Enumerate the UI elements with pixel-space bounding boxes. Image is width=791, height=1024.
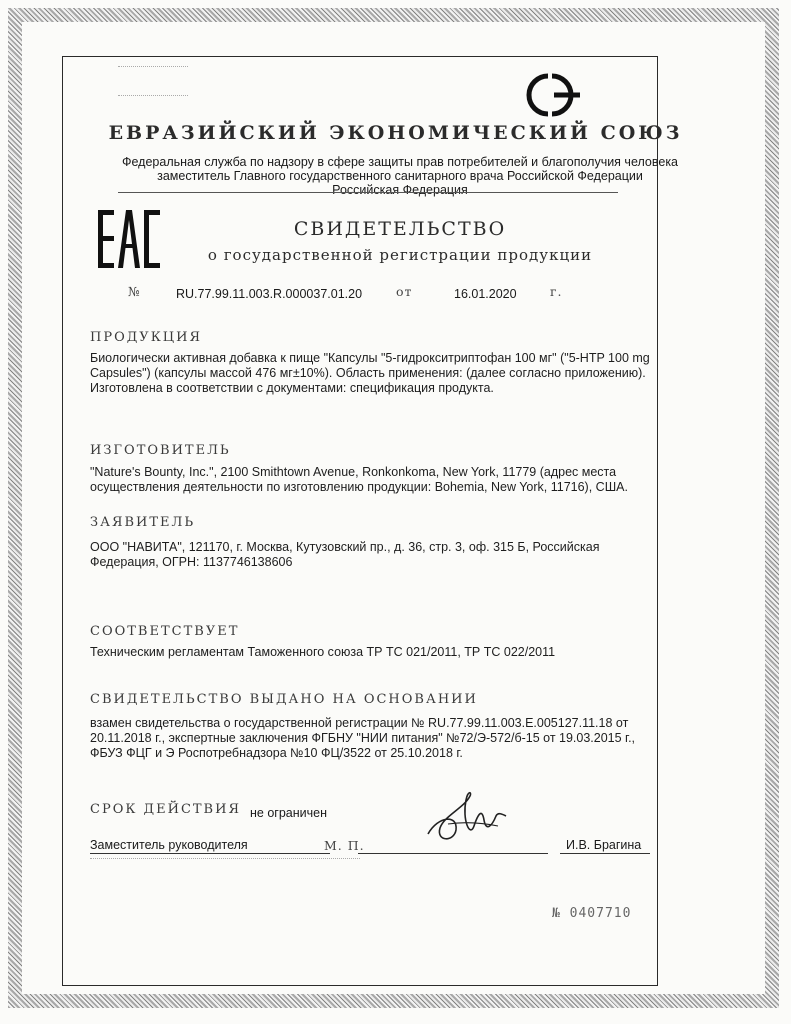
- authority-line-3: Российская Федерация: [332, 183, 468, 197]
- basis-heading: СВИДЕТЕЛЬСТВО ВЫДАНО НА ОСНОВАНИИ: [90, 692, 478, 707]
- validity-heading: СРОК ДЕЙСТВИЯ: [90, 802, 241, 817]
- product-line-3: Изготовлена в соответствии с документами: спецификация продукта.: [90, 381, 494, 395]
- date-label: от: [396, 284, 413, 299]
- product-line-1: Биологически активная добавка к пище "Капсулы "5-гидрокситриптофан 100 мг" ("5-HTP 100 mg: [90, 351, 650, 365]
- conforms-text: [90, 645, 650, 660]
- applicant-text: [90, 540, 650, 570]
- name-line: [560, 853, 650, 854]
- certificate-number: RU.77.99.11.003.R.000037.01.20: [176, 287, 363, 301]
- basis-line-3: ФБУЗ ФЦГ и Э Роспотребнадзора №10 ФЦ/3522 от 25.10.2018 г.: [90, 746, 463, 760]
- form-serial-number: № 0407710: [552, 906, 632, 921]
- position-caption-placeholder: [90, 858, 360, 893]
- certificate-subtitle: о государственной регистрации продукции: [207, 246, 593, 264]
- manufacturer-line-1: "Nature's Bounty, Inc.", 2100 Smithtown Avenue, Ronkonkoma, New York, 11779 (адрес места: [90, 465, 617, 479]
- applicant-line-1: ООО "НАВИТА", 121170, г. Москва, Кутузовский пр., д. 36, стр. 3, оф. 315 Б, Российская: [90, 540, 600, 554]
- certificate-date: 16.01.2020: [454, 287, 517, 301]
- number-label: №: [128, 284, 141, 299]
- applicant-line-2: Федерация, ОГРН: 1137746138606: [90, 555, 293, 569]
- certificate-title: СВИДЕТЕЛЬСТВО: [293, 218, 507, 240]
- eac-mark-icon: [96, 208, 162, 270]
- product-heading: ПРОДУКЦИЯ: [90, 330, 202, 345]
- product-line-2: Capsules") (капсулы массой 476 мг±10%). Область применения: (далее согласно приложению).: [90, 366, 646, 380]
- signatory-position: Заместитель руководителя: [90, 838, 248, 852]
- authority-underline: [118, 192, 618, 193]
- basis-line-1: взамен свидетельства о государственной регистрации № RU.77.99.11.003.E.005127.11.18 от: [90, 716, 629, 730]
- basis-line-2: 20.11.2018 г., экспертные заключения ФГБНУ "НИИ питания" №72/Э-572/б-15 от 19.03.2015 г.,: [90, 731, 636, 745]
- conforms-heading: СООТВЕТСТВУЕТ: [90, 624, 240, 639]
- basis-text: [90, 716, 650, 761]
- signature-line: [358, 853, 548, 854]
- union-title: ЕВРАЗИЙСКИЙ ЭКОНОМИЧЕСКИЙ СОЮЗ: [108, 122, 683, 144]
- authority-line-1: Федеральная служба по надзору в сфере защиты прав потребителей и благополучия человека: [121, 155, 679, 169]
- stamp-label: М. П.: [324, 838, 365, 853]
- conforms-line-1: Техническим регламентам Таможенного союза ТР ТС 021/2011, ТР ТС 022/2011: [90, 645, 556, 659]
- manufacturer-line-2: осуществления деятельности по изготовлению продукции: Bohemia, New York, 11716), США.: [90, 480, 628, 494]
- corner-blank-lines: [118, 66, 188, 96]
- customs-union-mark-icon: [518, 70, 584, 120]
- handwritten-signature: [418, 786, 514, 856]
- authority-line-2: заместитель Главного государственного санитарного врача Российской Федерации: [157, 169, 643, 183]
- position-line: [90, 853, 330, 854]
- validity-value: не ограничен: [250, 806, 327, 820]
- product-text: [90, 351, 650, 396]
- date-suffix: г.: [550, 284, 563, 299]
- issuing-authority: [90, 155, 710, 197]
- manufacturer-text: [90, 465, 650, 495]
- manufacturer-heading: ИЗГОТОВИТЕЛЬ: [90, 443, 231, 458]
- signatory-name: И.В. Брагина: [566, 838, 642, 852]
- applicant-heading: ЗАЯВИТЕЛЬ: [90, 515, 196, 530]
